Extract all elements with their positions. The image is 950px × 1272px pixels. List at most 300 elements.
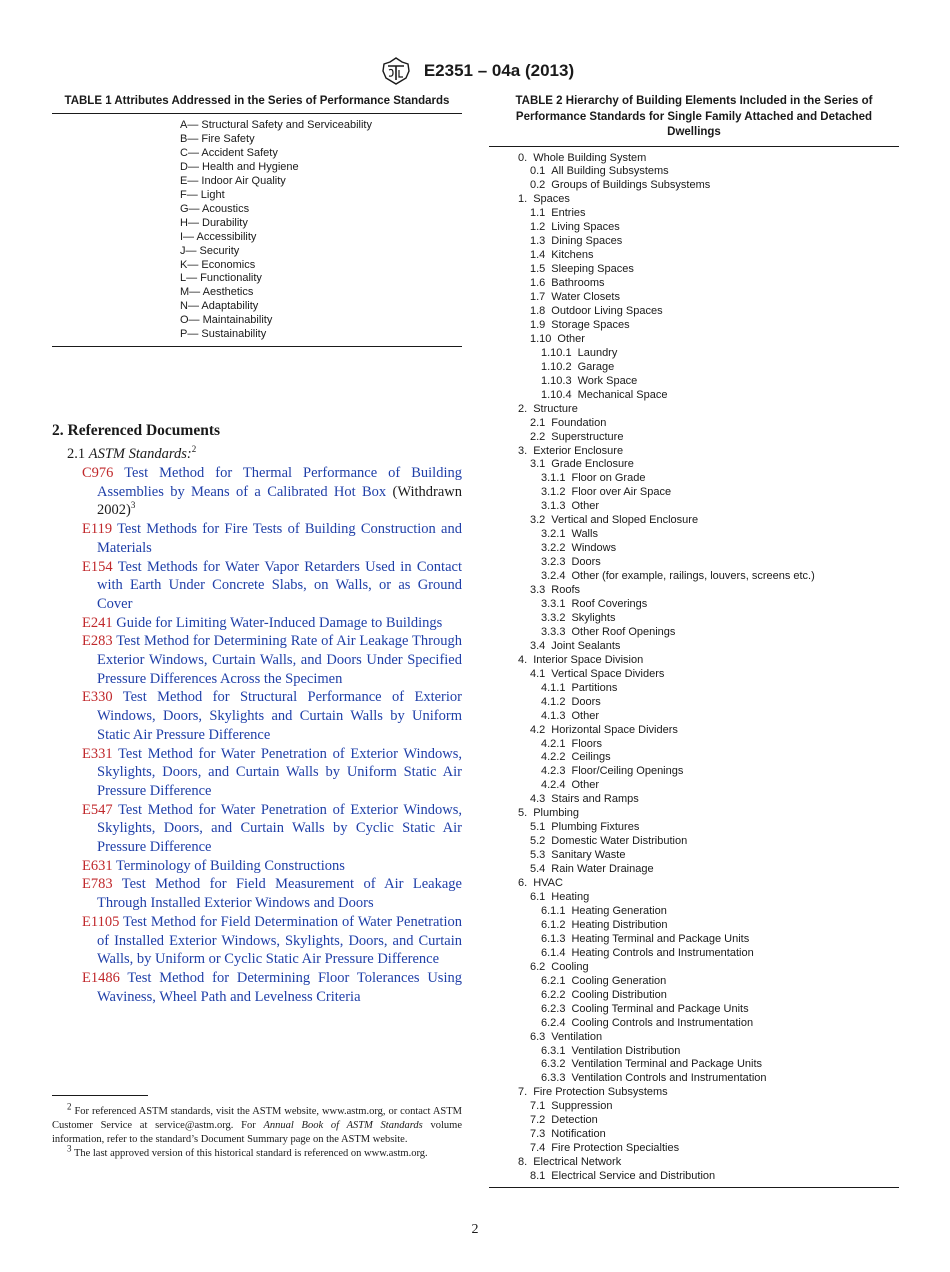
- table2-item: [489, 1058, 899, 1072]
- table2-item: [489, 765, 899, 779]
- reference-code: E154: [82, 558, 113, 575]
- table2-item-number: 1.6: [530, 277, 546, 290]
- table2-item-label: Doors: [571, 695, 601, 708]
- reference-item: [67, 558, 462, 614]
- table2-item: [489, 1031, 899, 1045]
- table2-item-number: 4.3: [530, 793, 546, 806]
- reference-code: E1105: [82, 913, 120, 930]
- table2-item-number: 1.3: [530, 235, 546, 248]
- table2-item-number: 3.2.1: [541, 528, 566, 541]
- subsection-number: 2.1: [67, 446, 86, 462]
- table1-item: G— Acoustics: [180, 202, 250, 215]
- table2-item-number: 1.7: [530, 291, 546, 304]
- section-heading: 2. Referenced Documents: [52, 422, 221, 439]
- reference-footnote-mark: 3: [130, 500, 136, 511]
- table2-item-number: 5.3: [530, 849, 546, 862]
- table2-item-label: Plumbing: [533, 807, 580, 820]
- page-header: [0, 56, 950, 86]
- table1-item: M— Aesthetics: [180, 286, 254, 299]
- reference-code: E1486: [82, 969, 120, 986]
- table2-item-label: Heating Controls and Instrumentation: [571, 946, 754, 959]
- table2-item-number: 1.10: [530, 332, 552, 345]
- reference-code: C976: [82, 465, 114, 481]
- table2-item-label: Superstructure: [551, 430, 624, 443]
- table1-item: C— Accident Safety: [180, 146, 278, 159]
- reference-item: [67, 688, 462, 744]
- table2-item-number: 6.2.4: [541, 1016, 566, 1029]
- table2-item: [489, 1114, 899, 1128]
- table2-item-label: HVAC: [533, 877, 563, 890]
- table1-item: P— Sustainability: [180, 328, 267, 341]
- table2-item-label: Fire Protection Subsystems: [533, 1086, 668, 1099]
- table2-item: [489, 570, 899, 584]
- table2-item-label: Vertical Space Dividers: [551, 667, 665, 680]
- table2-item-label: Dining Spaces: [551, 235, 623, 248]
- table2-item: [489, 1170, 899, 1184]
- table2-item-number: 7.3: [530, 1128, 546, 1141]
- reference-title: Test Method for Water Penetration of Exterior Windows, Skylights, Doors, and Curtain Walls by Cyclic Static Air Pressure Difference: [97, 801, 462, 856]
- table2-item-number: 1.2: [530, 221, 546, 234]
- table2-item-label: Garage: [577, 360, 615, 373]
- table2-item: [489, 445, 899, 459]
- table2-item: [489, 319, 899, 333]
- reference-item: [67, 632, 462, 688]
- table2-item: [489, 291, 899, 305]
- table2-item: [489, 877, 899, 891]
- table2-item-label: Stairs and Ramps: [551, 793, 639, 806]
- table2-item: [489, 179, 899, 193]
- reference-code: E331: [82, 745, 113, 762]
- table2-item: [489, 221, 899, 235]
- table2-item-label: Work Space: [577, 374, 638, 387]
- table2-item-label: Ventilation: [551, 1030, 603, 1043]
- table2-item-number: 1.10.1: [541, 346, 572, 359]
- table2-item-number: 2.1: [530, 416, 546, 429]
- table2-item: [489, 305, 899, 319]
- table2-item-label: Skylights: [571, 611, 616, 624]
- table2-item: [489, 793, 899, 807]
- table2-item-label: Vertical and Sloped Enclosure: [551, 514, 699, 527]
- table2-item: [489, 835, 899, 849]
- table2-item-label: Outdoor Living Spaces: [551, 304, 663, 317]
- table2-item-number: 6.3.1: [541, 1044, 566, 1057]
- footnote-text: Annual Book of ASTM Standards: [263, 1120, 423, 1131]
- footnote-text: The last approved version of this historical standard is referenced on www.astm.org.: [73, 1148, 428, 1159]
- table2-item: [489, 863, 899, 877]
- table2-item-number: 3.1.3: [541, 500, 566, 513]
- table2-item-number: 0.2: [530, 179, 546, 192]
- table2-item: [489, 235, 899, 249]
- table2-item: [489, 933, 899, 947]
- table2-item-label: Floor/Ceiling Openings: [571, 765, 684, 778]
- table2-item: [489, 263, 899, 277]
- footnote-mark: 2: [67, 1101, 72, 1112]
- table2-item-number: 3.1.2: [541, 486, 566, 499]
- table2-item-label: Water Closets: [551, 291, 620, 304]
- table2-item-label: Other: [571, 779, 599, 792]
- table2-item-number: 7.4: [530, 1142, 546, 1155]
- table2-item-label: Laundry: [577, 346, 618, 359]
- table2-item: [489, 472, 899, 486]
- table2-item-number: 1.: [518, 193, 528, 206]
- footnote: [52, 1143, 462, 1161]
- table2-item-number: 6.: [518, 877, 528, 890]
- reference-code: E283: [82, 633, 113, 650]
- table2-item-label: Kitchens: [551, 249, 594, 262]
- table2-item-number: 7.1: [530, 1100, 546, 1113]
- table2-item-number: 3.2.4: [541, 570, 566, 583]
- table2-item: [489, 779, 899, 793]
- table2-item-number: 3.3.2: [541, 611, 566, 624]
- table2-item: [489, 333, 899, 347]
- subsection-astm-standards: [67, 445, 462, 464]
- table2-list: [489, 147, 899, 1188]
- table2-item-label: Other Roof Openings: [571, 625, 676, 638]
- table2-item-number: 3.3.3: [541, 625, 566, 638]
- table2-item: [489, 584, 899, 598]
- table2-item: [489, 919, 899, 933]
- table2-item-number: 0.: [518, 151, 528, 164]
- table2-item-number: 4.2.3: [541, 765, 566, 778]
- table2-bottom-rule: [489, 1187, 899, 1188]
- table2-item-number: 6.1.2: [541, 918, 566, 931]
- table2-item-number: 4.2.4: [541, 779, 566, 792]
- reference-item: [67, 464, 462, 520]
- table2-item: [489, 458, 899, 472]
- table1-list: [52, 114, 462, 346]
- table2-item-label: Floor on Grade: [571, 472, 646, 485]
- reference-item: [67, 520, 462, 557]
- table2-item-label: Partitions: [571, 681, 618, 694]
- table2-item-number: 1.10.4: [541, 388, 572, 401]
- table2-item-label: Plumbing Fixtures: [551, 821, 640, 834]
- table2-item-number: 3.1: [530, 458, 546, 471]
- table2-item-number: 4.: [518, 653, 528, 666]
- footnote-text: volume information, refer to the standard’s Document Summary page on the ASTM website.: [52, 1120, 462, 1145]
- reference-item: [67, 913, 462, 969]
- table2-item-label: Electrical Network: [533, 1156, 622, 1169]
- table2-item: [489, 347, 899, 361]
- table2-item: [489, 654, 899, 668]
- table2-item: [489, 1156, 899, 1170]
- table2-item-number: 5.1: [530, 821, 546, 834]
- table2-item-number: 6.3.2: [541, 1058, 566, 1071]
- astm-logo-graphic: [376, 56, 416, 86]
- table2-item-label: Electrical Service and Distribution: [551, 1170, 716, 1183]
- table2-item-label: Spaces: [533, 193, 570, 206]
- table2-item: [489, 975, 899, 989]
- table2-item-label: Living Spaces: [551, 221, 620, 234]
- table2-item-number: 5.4: [530, 863, 546, 876]
- table1-item: I— Accessibility: [180, 230, 257, 243]
- standard-designation: E2351 – 04a (2013): [423, 61, 575, 80]
- table1-item: O— Maintainability: [180, 314, 273, 327]
- reference-note: (Withdrawn 2002): [97, 483, 463, 519]
- table2-item-number: 8.1: [530, 1170, 546, 1183]
- table2-item-number: 6.1.1: [541, 904, 566, 917]
- table2-item-label: Heating: [551, 891, 590, 904]
- table2-item-label: Other: [557, 332, 585, 345]
- table1-caption: TABLE 1 Attributes Addressed in the Series of Performance Standards: [64, 95, 450, 107]
- table2-item-label: Notification: [551, 1128, 606, 1141]
- table2-item: [489, 821, 899, 835]
- table2-item: [489, 207, 899, 221]
- table2-item: [489, 361, 899, 375]
- reference-item: [67, 969, 462, 1006]
- table2-item: [489, 375, 899, 389]
- table2-item-label: Whole Building System: [533, 151, 647, 164]
- table2-item-label: Groups of Buildings Subsystems: [551, 179, 711, 192]
- table2-item-number: 4.2: [530, 723, 546, 736]
- table2-item-number: 3.: [518, 444, 528, 457]
- table2-item-label: Other: [571, 500, 599, 513]
- table2-item: [489, 277, 899, 291]
- table2-item-label: Foundation: [551, 416, 607, 429]
- footnote-rule: [52, 1095, 148, 1096]
- table2-item: [489, 1100, 899, 1114]
- table2-item-label: All Building Subsystems: [551, 165, 669, 178]
- table1-item: B— Fire Safety: [180, 132, 255, 145]
- left-column: [52, 94, 462, 347]
- table2-item-number: 1.8: [530, 304, 546, 317]
- reference-title: Test Method for Determining Rate of Air Leakage Through Exterior Windows, Curtain Walls, and Doors Under Specified Pressure Differences Across the Specimen: [97, 633, 462, 687]
- right-column: [489, 94, 899, 1188]
- astm-logo-icon: [376, 56, 416, 86]
- table2-item: [489, 598, 899, 612]
- table1-item: K— Economics: [180, 258, 256, 271]
- table2-item-number: 2.: [518, 402, 528, 415]
- table2-item-label: Other (for example, railings, louvers, screens etc.): [571, 570, 815, 583]
- reference-title: Terminology of Building Constructions: [115, 857, 345, 874]
- table2-item-label: Cooling: [551, 960, 589, 973]
- table2-item-number: 5.2: [530, 835, 546, 848]
- table2-item: [489, 1017, 899, 1031]
- table2-item-number: 6.2.2: [541, 988, 566, 1001]
- table2-item: [489, 849, 899, 863]
- table2-item: [489, 514, 899, 528]
- reference-title: Test Methods for Water Vapor Retarders Used in Contact with Earth Under Concrete Slabs, on Walls, or as Ground Cover: [97, 558, 462, 612]
- table2-item-label: Cooling Controls and Instrumentation: [571, 1016, 754, 1029]
- table2-item-label: Grade Enclosure: [551, 458, 634, 471]
- table2-caption: TABLE 2 Hierarchy of Building Elements Included in the Series of Performance Standards for Single Family Attached and Detached Dwellings: [515, 95, 873, 138]
- referenced-documents-section: [52, 421, 462, 1006]
- reference-title: Test Method for Water Penetration of Exterior Windows, Skylights, Doors, and Curtain Walls by Uniform Static Air Pressure Difference: [97, 745, 462, 799]
- table2-item-label: Cooling Distribution: [571, 988, 667, 1001]
- table2-item-label: Detection: [551, 1114, 598, 1127]
- reference-title: Test Methods for Fire Tests of Building Construction and Materials: [97, 521, 462, 556]
- reference-title: Test Method for Thermal Performance of Building Assemblies by Means of a Calibrated Hot Box: [97, 465, 462, 500]
- table2-item-number: 6.2.3: [541, 1002, 566, 1015]
- reference-item: [67, 875, 462, 912]
- table2-item: [489, 486, 899, 500]
- table2-item-number: 1.9: [530, 318, 546, 331]
- table2-item: [489, 626, 899, 640]
- table2-item-number: 4.1.2: [541, 695, 566, 708]
- reference-list: [52, 464, 462, 1006]
- table2-item: [489, 682, 899, 696]
- table2-item-label: Ventilation Distribution: [571, 1044, 681, 1057]
- table2-item: [489, 556, 899, 570]
- footnote-list: [52, 1101, 463, 1161]
- table2-item-number: 4.1.1: [541, 681, 566, 694]
- table2-item-label: Ceilings: [571, 751, 611, 764]
- table2-item: [489, 1003, 899, 1017]
- table2-item-label: Sanitary Waste: [551, 849, 626, 862]
- footnote: [52, 1101, 463, 1147]
- table2-item-label: Structure: [533, 402, 578, 415]
- table2-item: [489, 989, 899, 1003]
- table2-item-number: 0.1: [530, 165, 546, 178]
- table2-item: [489, 1142, 899, 1156]
- table1-item: E— Indoor Air Quality: [180, 174, 286, 187]
- table2-item-label: Suppression: [551, 1100, 613, 1113]
- table1-item: D— Health and Hygiene: [180, 160, 299, 173]
- reference-code: E783: [82, 876, 113, 893]
- table2-item: [489, 1045, 899, 1059]
- table2-item-label: Joint Sealants: [551, 639, 621, 652]
- table2-item-label: Horizontal Space Dividers: [551, 723, 678, 736]
- table2-item-label: Walls: [571, 528, 598, 541]
- reference-title: Guide for Limiting Water-Induced Damage to Buildings: [116, 614, 443, 631]
- table2-item-number: 3.2.3: [541, 556, 566, 569]
- table2-item-label: Roof Coverings: [571, 598, 648, 610]
- table1-item: L— Functionality: [180, 272, 262, 285]
- table1-item: J— Security: [180, 244, 240, 257]
- table1-item: H— Durability: [180, 216, 248, 229]
- reference-code: E330: [82, 689, 113, 706]
- table2-item: [489, 528, 899, 542]
- table2-item: [489, 710, 899, 724]
- reference-code: E119: [82, 521, 113, 538]
- table2-item: [489, 724, 899, 738]
- reference-title: Test Method for Structural Performance of Exterior Windows, Doors, Skylights and Curtain Walls by Uniform Static Air Pressure Difference: [97, 689, 462, 743]
- table2-item-label: Cooling Terminal and Package Units: [571, 1002, 749, 1015]
- table2-item-label: Floor over Air Space: [571, 486, 672, 499]
- table2-item: [489, 417, 899, 431]
- table2-item: [489, 1128, 899, 1142]
- table2-item-label: Entries: [551, 207, 586, 220]
- table2-item-number: 3.3.1: [541, 598, 566, 610]
- reference-item: [67, 857, 462, 876]
- table2-item: [489, 1072, 899, 1086]
- reference-title: Test Method for Determining Floor Tolerances Using Waviness, Wheel Path and Levelness Criteria: [97, 969, 462, 1005]
- table2-item: [489, 152, 899, 166]
- table2-item: [489, 165, 899, 179]
- table2-item-label: Cooling Generation: [571, 974, 667, 987]
- table2-item-number: 1.10.2: [541, 360, 572, 373]
- table2-item-label: Doors: [571, 556, 601, 569]
- table2-item-number: 6.1.3: [541, 932, 566, 945]
- reference-code: E241: [82, 614, 113, 631]
- table2-item: [489, 961, 899, 975]
- table2-item-label: Rain Water Drainage: [551, 863, 654, 876]
- table2-item: [489, 1086, 899, 1100]
- table2-item-number: 1.4: [530, 249, 546, 262]
- table2-item-number: 5.: [518, 807, 528, 820]
- reference-item: [67, 801, 462, 857]
- table1-bottom-rule: [52, 346, 462, 347]
- table1-item: N— Adaptability: [180, 300, 259, 313]
- table2-item: [489, 905, 899, 919]
- page-number: 2: [471, 1222, 479, 1237]
- table2-item-number: 2.2: [530, 430, 546, 443]
- table2-item-label: Domestic Water Distribution: [551, 835, 688, 848]
- table2-item-number: 8.: [518, 1156, 528, 1169]
- table2-item-label: Heating Generation: [571, 904, 667, 917]
- reference-title: Test Method for Field Measurement of Air Leakage Through Installed Exterior Windows and Doors: [97, 876, 462, 912]
- footnotes: [52, 1095, 462, 1161]
- table2-item: [489, 640, 899, 654]
- table2-item-label: Sleeping Spaces: [551, 263, 634, 276]
- subsection-title: ASTM Standards:: [88, 446, 192, 462]
- reference-code: E547: [82, 801, 113, 818]
- table2-item-number: 6.2.1: [541, 974, 566, 987]
- table2-item-number: 6.3: [530, 1030, 546, 1043]
- table2-item: [489, 542, 899, 556]
- table2-item: [489, 403, 899, 417]
- table1-item: A— Structural Safety and Serviceability: [180, 119, 372, 131]
- table2-item: [489, 612, 899, 626]
- table2-item: [489, 751, 899, 765]
- table2-item: [489, 947, 899, 961]
- table2-item-label: Roofs: [551, 584, 581, 597]
- table2-item: [489, 668, 899, 682]
- table2-item-label: Mechanical Space: [577, 388, 668, 401]
- table2-item: [489, 389, 899, 403]
- table2-item-number: 3.2: [530, 514, 546, 527]
- table2-item-number: 1.5: [530, 263, 546, 276]
- table2-item: [489, 431, 899, 445]
- table2-item-number: 7.2: [530, 1114, 546, 1127]
- table2-item: [489, 696, 899, 710]
- footnote-text: For referenced ASTM standards, visit the ASTM website, www.astm.org, or contact ASTM Customer Service at service@astm.org. For: [52, 1106, 463, 1131]
- table2-item-number: 4.1: [530, 667, 546, 680]
- table2-item-label: Interior Space Division: [533, 653, 644, 666]
- table2-item-number: 4.2.2: [541, 751, 566, 764]
- table2-item-number: 6.1: [530, 891, 546, 904]
- table2-item-number: 4.2.1: [541, 737, 566, 750]
- table2-item-label: Exterior Enclosure: [533, 444, 624, 457]
- table2-item-number: 1.1: [530, 207, 546, 220]
- table2-item-label: Fire Protection Specialties: [551, 1142, 680, 1155]
- table2-item-number: 3.4: [530, 639, 546, 652]
- reference-code: E631: [82, 857, 113, 874]
- table2-item-label: Ventilation Controls and Instrumentation: [571, 1072, 767, 1085]
- table2-item-number: 7.: [518, 1086, 528, 1099]
- table2-item-number: 3.1.1: [541, 472, 566, 485]
- table2-item: [489, 193, 899, 207]
- table2-item-number: 6.1.4: [541, 946, 566, 959]
- table1-item: F— Light: [180, 188, 225, 201]
- table2-item-number: 4.1.3: [541, 709, 566, 722]
- table2-item-label: Floors: [571, 737, 603, 750]
- table2-item: [489, 807, 899, 821]
- table2-item: [489, 249, 899, 263]
- table2-item-number: 6.2: [530, 960, 546, 973]
- reference-item: [67, 614, 462, 633]
- table2-item-label: Bathrooms: [551, 277, 605, 290]
- table2-item-label: Windows: [571, 542, 617, 555]
- table2-item-number: 1.10.3: [541, 374, 572, 387]
- subsection-footnote-mark: 2: [191, 444, 197, 455]
- table2-item: [489, 500, 899, 514]
- table2-item-label: Other: [571, 709, 599, 722]
- table2-item-label: Heating Terminal and Package Units: [571, 932, 750, 945]
- table2-item-number: 3.3: [530, 584, 546, 597]
- table2-item: [489, 891, 899, 905]
- table2-item-label: Ventilation Terminal and Package Units: [571, 1058, 763, 1071]
- footnote-mark: 3: [67, 1143, 72, 1154]
